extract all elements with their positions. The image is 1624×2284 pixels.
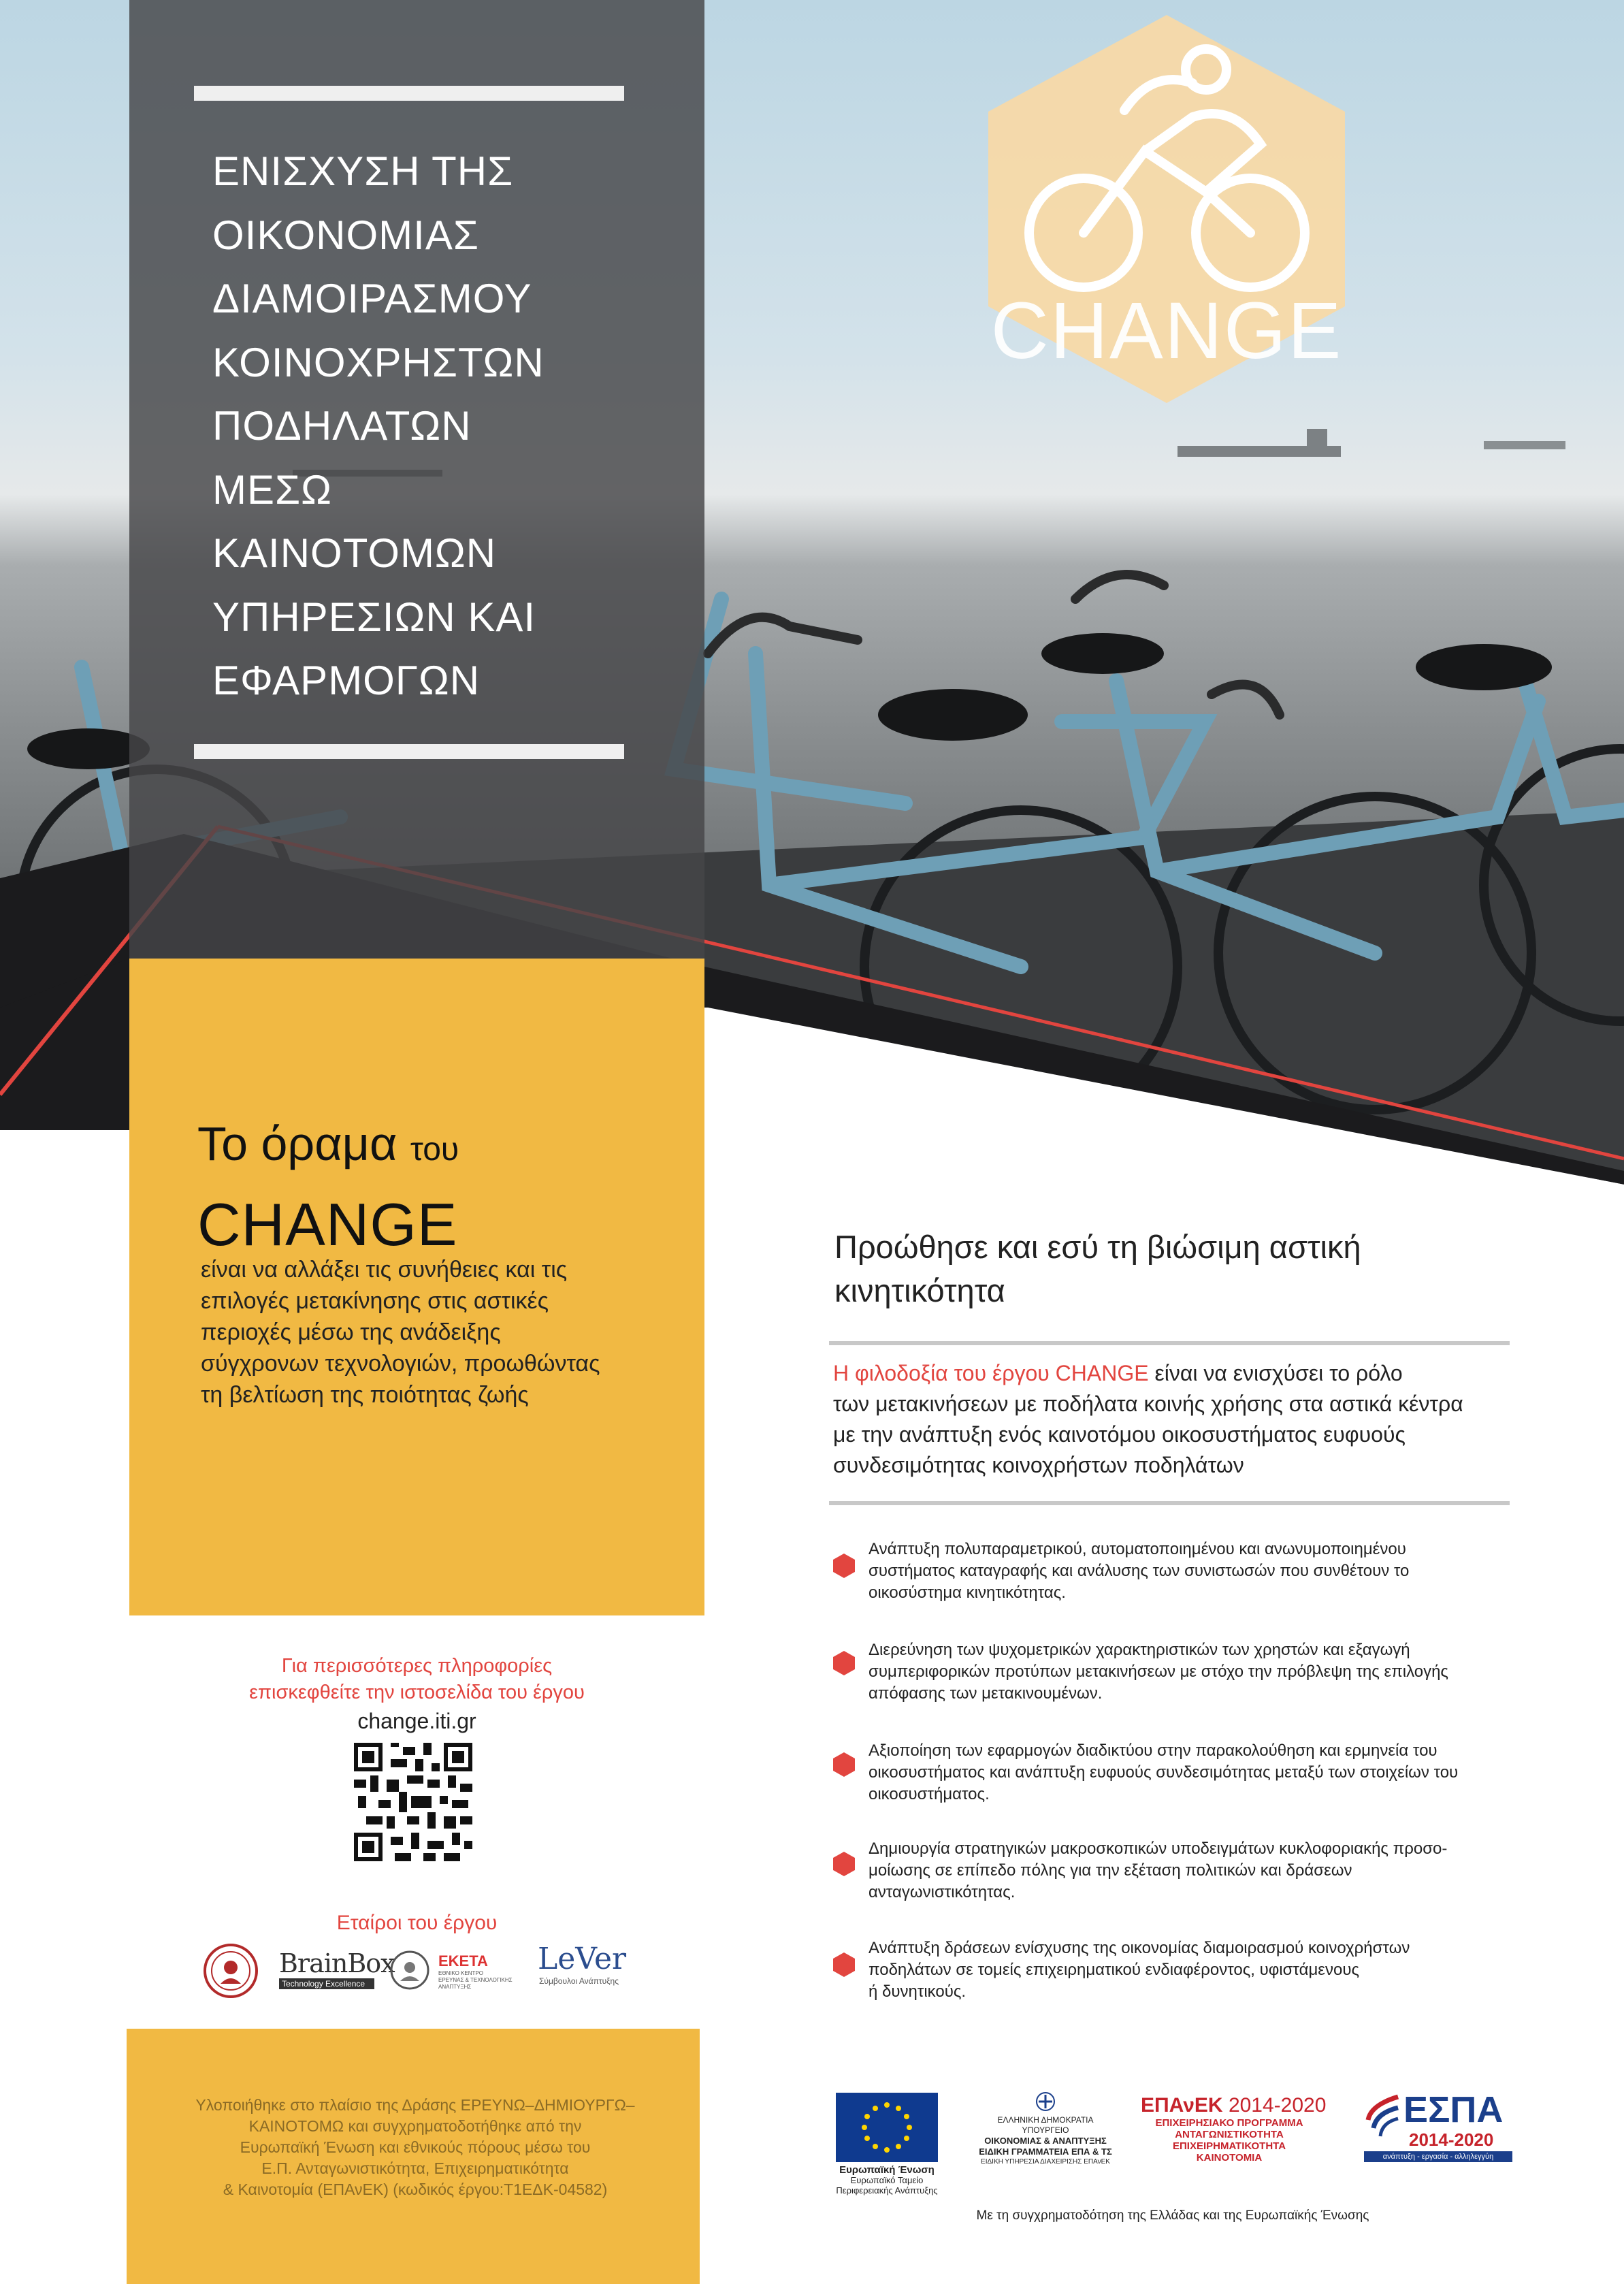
title-line: ΚΟΙΝΟΧΡΗΣΤΩΝ [212, 339, 545, 385]
espa-swoosh-icon [1364, 2093, 1402, 2140]
ministry-line: ΟΙΚΟΝΟΜΙΑΣ & ΑΝΑΠΤΥΞΗΣ [984, 2136, 1107, 2146]
vision-line: σύγχρονων τεχνολογιών, προωθώντας [201, 1351, 600, 1377]
vision-line: επιλογές μετακίνησης στις αστικές [201, 1288, 549, 1314]
brainbox-tag: Technology Excellence [279, 1978, 374, 1989]
epanek-line: ΕΠΙΧΕΙΡΗΜΑΤΙΚΟΤΗΤΑ [1172, 2140, 1286, 2152]
brainbox-logo [279, 1948, 395, 1993]
bullet-line: συστήματος καταγραφής και ανάλυσης των συνιστωσών που συνθέτουν το [868, 1562, 1410, 1580]
bullet-line: ανταγωνιστικότητας. [868, 1883, 1016, 1901]
lever-logo [538, 1942, 633, 1986]
website-link[interactable]: change.iti.gr [357, 1709, 476, 1733]
eu-caption [810, 2165, 964, 2195]
title-line: ΜΕΣΩ [212, 466, 332, 513]
bullet-line: μοίωσης σε επίπεδο πόλης για την εξέταση πολιτικών και δράσεων [868, 1861, 1352, 1880]
hexagon-bullet-icon [832, 1554, 856, 1578]
hexagon-bullet-icon [832, 1852, 856, 1876]
epanek-years: 2014-2020 [1228, 2094, 1327, 2117]
mission-line: είναι να ενισχύσει το ρόλο [1148, 1361, 1403, 1385]
bullet-line: οικοσυστήματος. [868, 1785, 990, 1803]
funding-line: ΚΑΙΝΟΤΟΜΩ και συγχρηματοδοτήθηκε από την [248, 2117, 582, 2135]
bullet-item [868, 1838, 1525, 1903]
espa-tag: ανάπτυξη - εργασία - αλληλεγγύη [1364, 2151, 1512, 2162]
promote-heading-line: Προώθησε και εσύ τη βιώσιμη αστική [834, 1229, 1361, 1265]
eketa-line: ΕΘΝΙΚΟ ΚΕΝΤΡΟ [438, 1970, 483, 1976]
divider [829, 1501, 1510, 1505]
vision-title-small: του [410, 1131, 459, 1168]
greek-emblem-icon [1035, 2091, 1056, 2112]
bullet-line: Ανάπτυξη δράσεων ενίσχυσης της οικονομίας διαμοιρασμού κοινοχρήστων [868, 1939, 1410, 1957]
eu-flag-icon [836, 2093, 938, 2162]
epanek-line: ΑΝΤΑΓΩΝΙΣΤΙΚΟΤΗΤΑ [1175, 2129, 1284, 2140]
qr-code-icon[interactable] [354, 1743, 472, 1861]
title-line: ΕΦΑΡΜΟΓΩΝ [212, 658, 481, 703]
vision-line: είναι να αλλάξει τις συνήθειες και τις [201, 1257, 568, 1283]
eketa-name: ΕΚΕΤΑ [438, 1952, 488, 1969]
bullet-line: οικοσύστημα κινητικότητας. [868, 1583, 1066, 1602]
eketa-line: ΕΡΕΥΝΑΣ & ΤΕΧΝΟΛΟΓΙΚΗΣ [438, 1977, 513, 1983]
more-info-line: Για περισσότερες πληροφορίες [281, 1655, 553, 1677]
vision-brand: CHANGE [197, 1191, 458, 1258]
funding-line: & Καινοτομία (ΕΠΑνΕΚ) (κωδικός έργου:Τ1ΕΔΚ-04582) [223, 2181, 608, 2198]
ministry-logo [965, 2091, 1126, 2166]
divider [829, 1341, 1510, 1345]
title-line: ΥΠΗΡΕΣΙΩΝ ΚΑΙ [212, 594, 536, 640]
bullet-line: Δημιουργία στρατηγικών μακροσκοπικών υποδειγμάτων κυκλοφοριακής προσο- [868, 1839, 1448, 1858]
vision-title-main: Το όραμα [197, 1117, 397, 1170]
funding-line: Ε.Π. Ανταγωνιστικότητα, Επιχειρηματικότητα [261, 2159, 569, 2177]
bullet-item [868, 1539, 1525, 1604]
mission-line: συνδεσιμότητας κοινοχρήστων ποδηλάτων [833, 1453, 1244, 1477]
funding-text [157, 2095, 674, 2200]
bullet-line: συμπεριφορικών προτύπων μετακινήσεων με στόχο την πρόβλεψη της επιλογής [868, 1662, 1448, 1681]
ministry-line: ΕΛΛΗΝΙΚΗ ΔΗΜΟΚΡΑΤΙΑ [997, 2115, 1094, 2125]
more-info-line: επισκεφθείτε την ιστοσελίδα του έργου [249, 1682, 585, 1703]
funding-line: Ευρωπαϊκή Ένωση και εθνικούς πόρους μέσω του [240, 2138, 591, 2156]
title-rule-top [194, 86, 624, 101]
promote-heading [834, 1225, 1488, 1313]
mission-line: των μετακινήσεων με ποδήλατα κοινής χρήσης στα αστικά κέντρα [833, 1392, 1463, 1416]
bullet-item [868, 1740, 1525, 1805]
title-line: ΠΟΔΗΛΑΤΩΝ [212, 403, 472, 449]
bullet-line: Ανάπτυξη πολυπαραμετρικού, αυτοματοποιημένου και ανωνυμοποιημένου [868, 1540, 1406, 1558]
bullet-line: Διερεύνηση των ψυχομετρικών χαρακτηριστικών των χρηστών και εξαγωγή [868, 1641, 1410, 1659]
ministry-line: ΕΙΔΙΚΗ ΥΠΗΡΕΣΙΑ ΔΙΑΧΕΙΡΙΣΗΣ ΕΠΑνΕΚ [981, 2158, 1110, 2166]
eketa-line: ΑΝΑΠΤΥΞΗΣ [438, 1984, 472, 1990]
bullet-line: οικοσυστήματος και ανάπτυξη ευφυούς συνδεσιμότητας μεταξύ των στοιχείων του [868, 1763, 1459, 1782]
hexagon-bullet-icon [832, 1752, 856, 1777]
epanek-logo [1141, 2094, 1327, 2164]
bullet-line: ή δυνητικούς. [868, 1982, 967, 2001]
eu-line: Περιφερειακής Ανάπτυξης [836, 2185, 938, 2195]
bullet-line: απόφασης των μετακινουμένων. [868, 1684, 1103, 1703]
vision-text [201, 1254, 664, 1411]
brainbox-name: BrainBox [279, 1948, 395, 1978]
espa-name: ΕΣΠΑ [1403, 2089, 1504, 2130]
title-rule-bottom [194, 744, 624, 759]
promote-heading-line: κινητικότητα [834, 1272, 1005, 1308]
lever-name: LeVer [538, 1942, 627, 1976]
epanek-line: ΚΑΙΝΟΤΟΜΙΑ [1196, 2152, 1263, 2164]
university-seal-icon [203, 1943, 259, 1999]
hexagon-bullet-icon [832, 1952, 856, 1977]
bullet-item [868, 1937, 1525, 2003]
title-line: ΟΙΚΟΝΟΜΙΑΣ [212, 212, 479, 258]
bullet-line: Αξιοποίηση των εφαρμογών διαδικτύου στην παρακολούθηση και ερμηνεία του [868, 1741, 1438, 1760]
more-info-text [129, 1653, 704, 1706]
hexagon-bullet-icon [832, 1651, 856, 1675]
espa-logo [1364, 2090, 1512, 2162]
espa-years: 2014-2020 [1409, 2129, 1494, 2150]
epanek-name: ΕΠΑνΕΚ [1141, 2094, 1223, 2117]
mission-text [833, 1358, 1500, 1481]
bullet-item [868, 1639, 1525, 1705]
vision-title [197, 1116, 459, 1171]
logo-wordmark: CHANGE [990, 286, 1343, 376]
eu-line: Ευρωπαϊκό Ταμείο [850, 2175, 924, 2185]
eketa-logo [438, 1952, 527, 1991]
eketa-seal-icon [389, 1950, 430, 1991]
vision-line: τη βελτίωση της ποιότητας ζωής [201, 1382, 529, 1408]
cofinance-text: Με τη συγχρηματοδότηση της Ελλάδας και της Ευρωπαϊκής Ένωσης [976, 2208, 1369, 2223]
vision-line: περιοχές μέσω της ανάδειξης [201, 1319, 501, 1345]
epanek-line: ΕΠΙΧΕΙΡΗΣΙΑΚΟ ΠΡΟΓΡΑΜΜΑ [1155, 2117, 1303, 2129]
page-title [212, 140, 675, 713]
funding-line: Υλοποιήθηκε στο πλαίσιο της Δράσης ΕΡΕΥΝΩ–ΔΗΜΙΟΥΡΓΩ– [195, 2096, 635, 2114]
title-line: ΕΝΙΣΧΥΣΗ ΤΗΣ [212, 148, 514, 194]
eu-title: Ευρωπαϊκή Ένωση [839, 2164, 935, 2176]
ministry-line: ΥΠΟΥΡΓΕΙΟ [1022, 2125, 1069, 2135]
mission-line: με την ανάπτυξη ενός καινοτόμου οικοσυστήματος ευφυούς [833, 1422, 1406, 1447]
ministry-line: ΕΙΔΙΚΗ ΓΡΑΜΜΑΤΕΙΑ ΕΠΑ & ΤΣ [979, 2146, 1112, 2157]
lever-tag: Σύμβουλοι Ανάπτυξης [539, 1976, 619, 1986]
title-line: ΔΙΑΜΟΙΡΑΣΜΟΥ [212, 276, 532, 321]
partners-label: Εταίροι του έργου [336, 1912, 498, 1934]
mission-highlight: Η φιλοδοξία του έργου CHANGE [833, 1361, 1149, 1385]
bullet-line: ποδηλάτων σε τομείς επιχειρηματικού ενδιαφέροντος, υφιστάμενους [868, 1961, 1360, 1979]
title-line: ΚΑΙΝΟΤΟΜΩΝ [212, 530, 497, 576]
